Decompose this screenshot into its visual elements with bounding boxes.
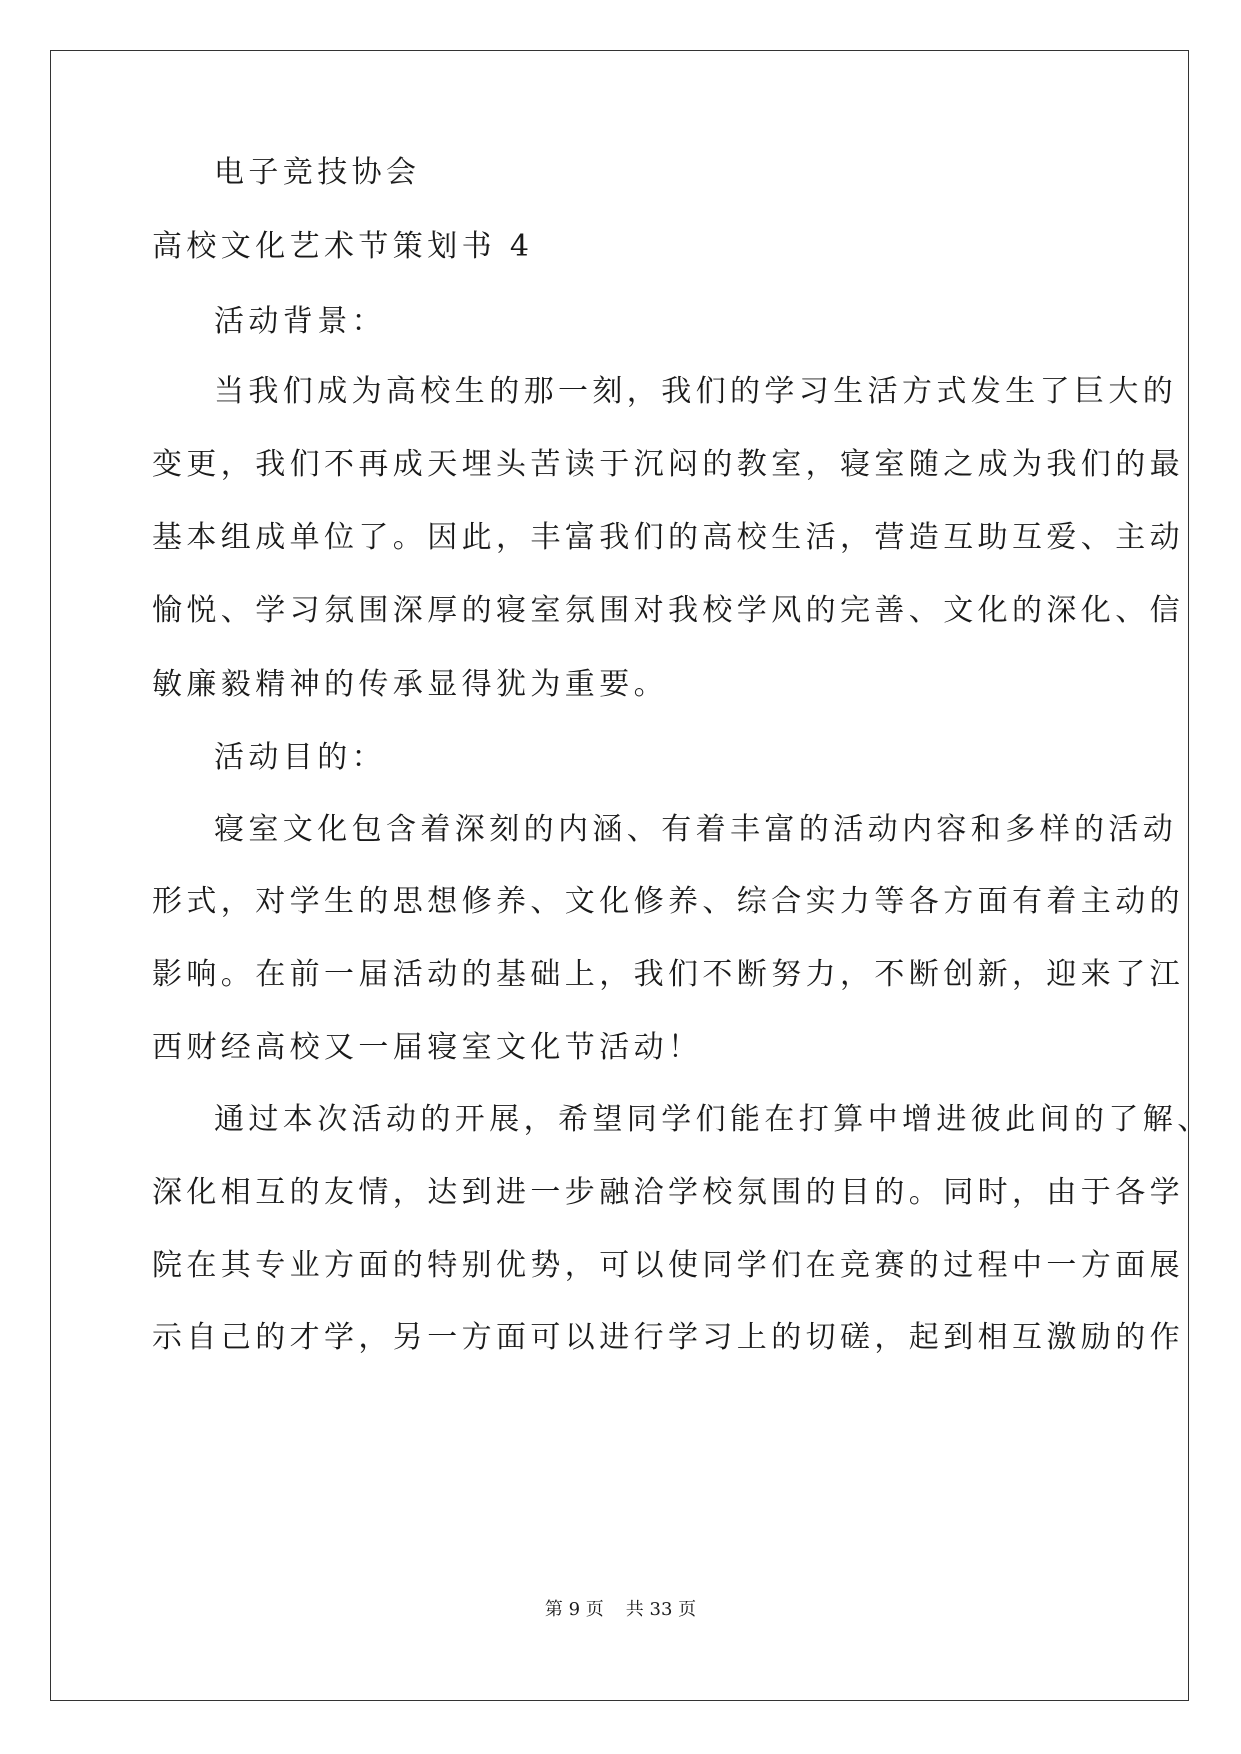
paragraph-line: 当我们成为高校生的那一刻，我们的学习生活方式发生了巨大的 — [214, 374, 1178, 409]
paragraph-line: 电子竞技协会 — [214, 155, 421, 190]
paragraph-line: 通过本次活动的开展，希望同学们能在打算中增进彼此间的了解、 — [214, 1102, 1212, 1137]
paragraph-line: 示自己的才学，另一方面可以进行学习上的切磋，起到相互激励的作 — [152, 1320, 1184, 1355]
page-total: 共 33 页 — [625, 1599, 697, 1620]
paragraph-line: 敏廉毅精神的传承显得犹为重要。 — [152, 667, 668, 702]
paragraph-line: 西财经高校又一届寝室文化节活动！ — [152, 1030, 703, 1065]
page-footer — [0, 1598, 1241, 1622]
page-number: 第 9 页 — [544, 1599, 604, 1620]
subheading-purpose: 活动目的： — [214, 740, 386, 775]
page-border — [50, 50, 1189, 1701]
paragraph-line: 变更，我们不再成天埋头苦读于沉闷的教室，寝室随之成为我们的最 — [152, 447, 1184, 482]
paragraph-line: 基本组成单位了。因此，丰富我们的高校生活，营造互助互爱、主动 — [152, 520, 1184, 555]
paragraph-line: 院在其专业方面的特别优势，可以使同学们在竞赛的过程中一方面展 — [152, 1248, 1184, 1283]
section-heading: 高校文化艺术节策划书 4 — [152, 229, 534, 264]
paragraph-line: 寝室文化包含着深刻的内涵、有着丰富的活动内容和多样的活动 — [214, 812, 1178, 847]
paragraph-line: 形式，对学生的思想修养、文化修养、综合实力等各方面有着主动的 — [152, 884, 1184, 919]
paragraph-line: 影响。在前一届活动的基础上，我们不断努力，不断创新，迎来了江 — [152, 957, 1184, 992]
paragraph-line: 深化相互的友情，达到进一步融洽学校氛围的目的。同时，由于各学 — [152, 1175, 1184, 1210]
paragraph-line: 愉悦、学习氛围深厚的寝室氛围对我校学风的完善、文化的深化、信 — [152, 593, 1184, 628]
subheading-background: 活动背景： — [214, 304, 386, 339]
